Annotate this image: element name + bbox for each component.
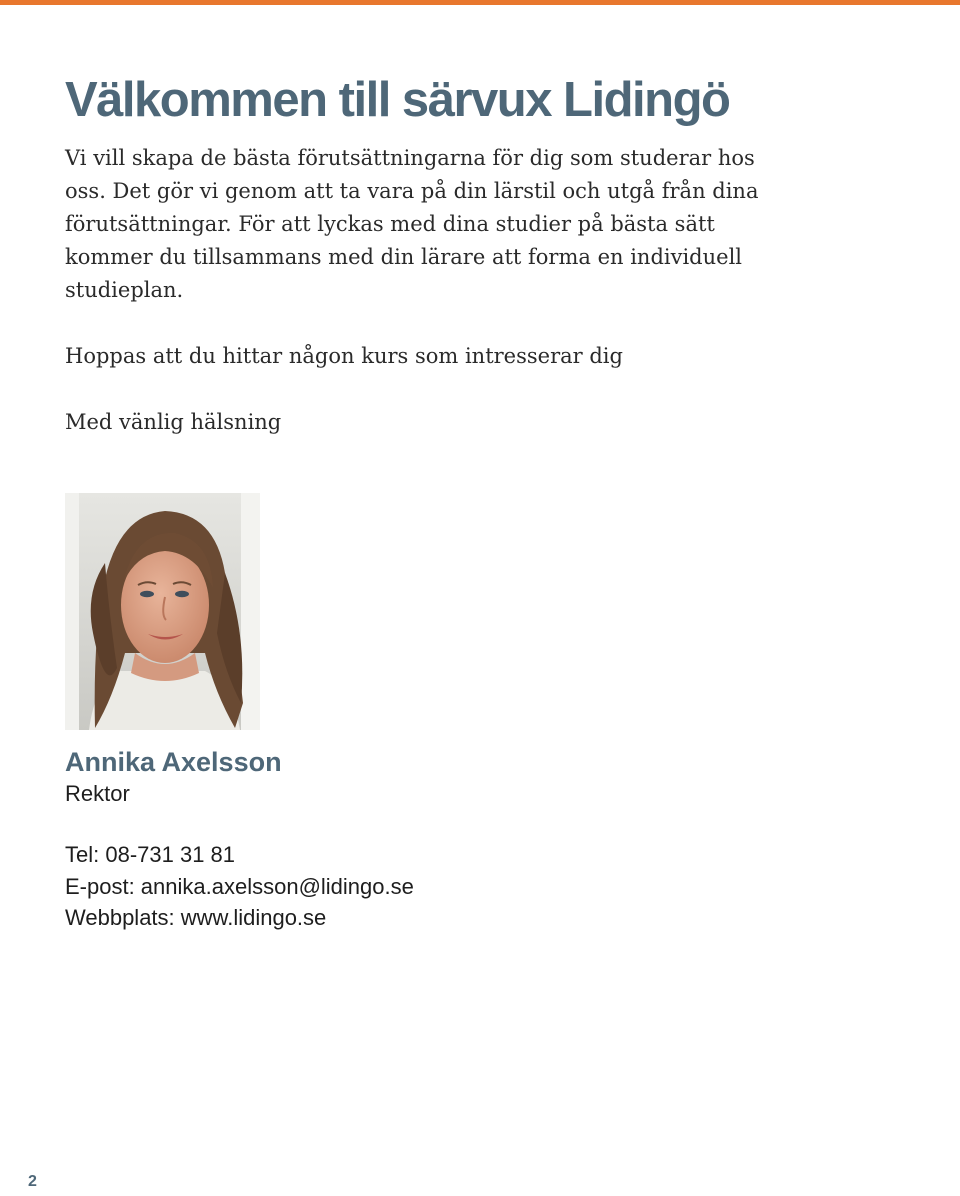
intro-paragraph: Vi vill skapa de bästa förutsättningarna för dig som studerar hos oss. Det gör vi genom att ta vara på din lärstil och utgå från dina förutsättningar. För att lyckas med dina studier på bästa sätt kommer du tillsammans med din lärare att forma en individuell studieplan.	[65, 146, 759, 302]
page-title: Välkommen till särvux Lidingö	[65, 73, 730, 127]
contact-email: E-post: annika.axelsson@lidingo.se	[65, 873, 414, 899]
portrait-photo	[65, 493, 260, 730]
hope-paragraph: Hoppas att du hittar någon kurs som intresserar dig	[65, 344, 623, 368]
contact-details	[65, 839, 414, 934]
letter-body	[65, 70, 905, 439]
signatory-name: Annika Axelsson	[65, 747, 282, 777]
contact-website: Webbplats: www.lidingo.se	[65, 905, 327, 930]
closing-greeting: Med vänlig hälsning	[65, 410, 282, 434]
top-accent-rule	[0, 0, 960, 5]
signature-block	[65, 745, 414, 934]
contact-phone: Tel: 08-731 31 81	[65, 842, 236, 867]
signatory-role: Rektor	[65, 781, 130, 806]
page-number: 2	[28, 1173, 37, 1190]
